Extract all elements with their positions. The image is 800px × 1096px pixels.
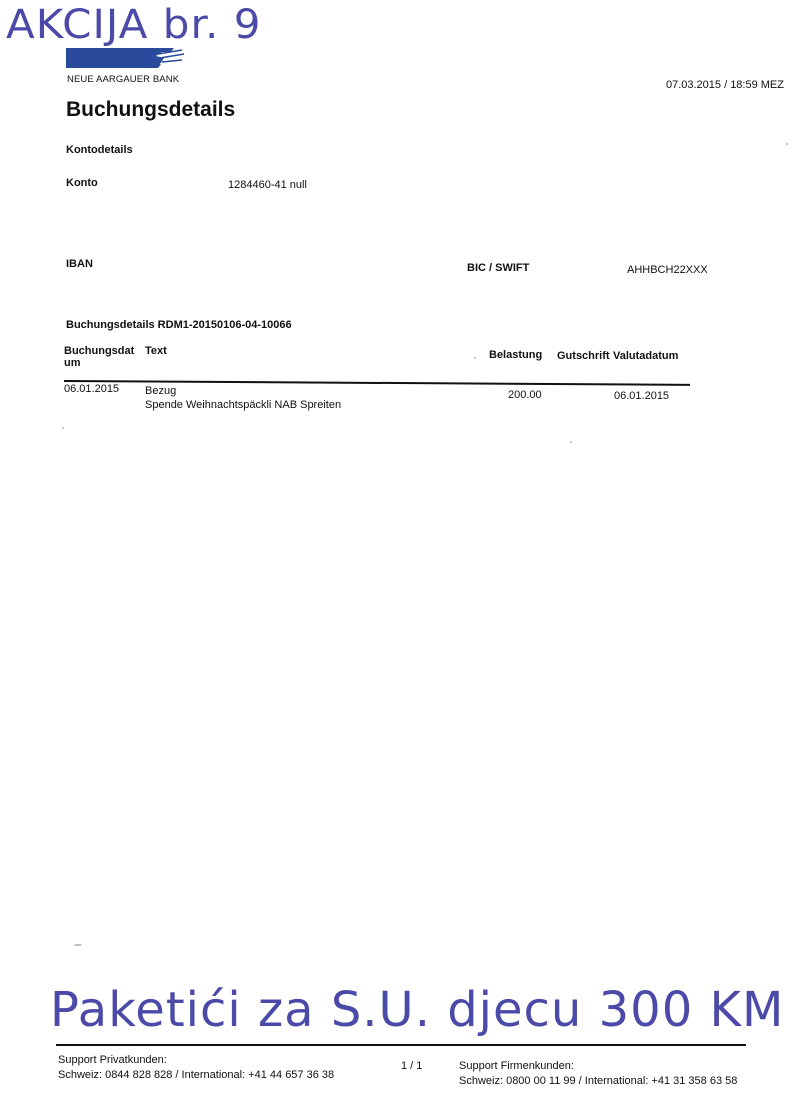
account-section-label: Kontodetails	[66, 144, 133, 156]
scan-speck	[62, 427, 64, 429]
row-booking-date: 06.01.2015	[64, 383, 120, 395]
scan-speck	[74, 944, 82, 946]
column-header-credit: Gutschrift	[557, 350, 610, 362]
column-header-value-date: Valutadatum	[613, 350, 679, 362]
footer-rule	[56, 1044, 746, 1046]
scan-speck	[786, 143, 788, 145]
footer-business-title: Support Firmenkunden:	[459, 1060, 574, 1072]
column-header-date-line1: Buchungsdat	[64, 345, 135, 357]
row-value-date: 06.01.2015	[614, 390, 670, 402]
footer-private-title: Support Privatkunden:	[58, 1054, 167, 1066]
handwritten-note-bottom: Paketići za S.U. djecu 300 KM	[50, 982, 785, 1038]
konto-value: 1284460-41 null	[228, 179, 307, 191]
bank-logo-graphic	[66, 48, 186, 74]
column-header-date	[64, 345, 140, 369]
konto-label: Konto	[66, 177, 98, 189]
booking-section-title: Buchungsdetails RDM1-20150106-04-10066	[66, 319, 292, 331]
column-header-debit: Belastung	[489, 349, 543, 361]
row-text-line2: Spende Weihnachtspäckli NAB Spreiten	[145, 399, 342, 411]
column-header-date-line2: um	[64, 357, 81, 369]
bic-label: BIC / SWIFT	[467, 262, 530, 274]
print-timestamp: 07.03.2015 / 18:59 MEZ	[665, 79, 784, 91]
column-header-text: Text	[145, 345, 167, 357]
row-debit: 200.00	[508, 389, 542, 401]
handwritten-note-top: AKCIJA br. 9	[6, 2, 262, 48]
page-title: Buchungsdetails	[66, 98, 236, 121]
iban-label: IBAN	[66, 258, 93, 270]
bank-name: NEUE AARGAUER BANK	[67, 74, 180, 85]
footer-private-contact: Schweiz: 0844 828 828 / International: +41 44 657 36 38	[58, 1069, 335, 1081]
scan-speck	[570, 441, 572, 443]
row-text-line1: Bezug	[145, 385, 177, 397]
page-number: 1 / 1	[401, 1060, 423, 1072]
bic-value: AHHBCH22XXX	[627, 264, 708, 276]
scan-speck	[474, 357, 476, 359]
footer-business-contact: Schweiz: 0800 00 11 99 / International: +41 31 358 63 58	[459, 1075, 738, 1087]
